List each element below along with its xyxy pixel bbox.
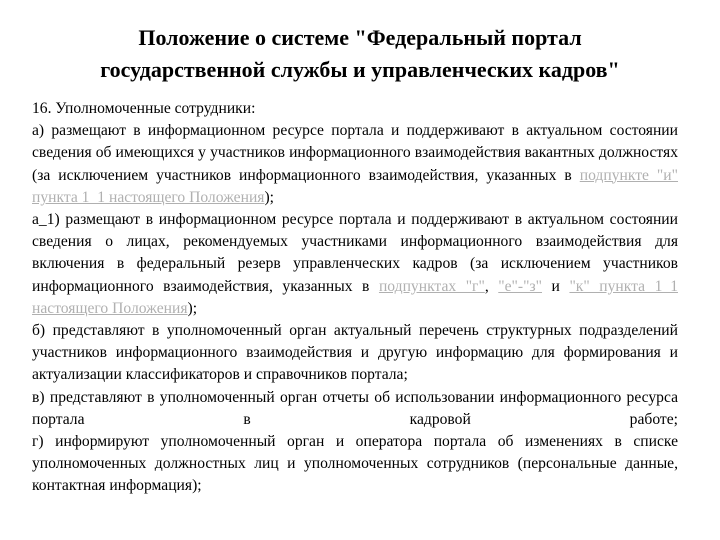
item-a1-end: );: [187, 299, 198, 317]
item-a1-sep-1: ,: [484, 277, 499, 295]
link-subpoint-k[interactable]: "к" пункта 1_1 настоящего Положения: [32, 277, 678, 317]
paragraph-item-g: г) информируют уполномоченный орган и оператора портала об изменениях в списке уполномоченных должностных лиц и уполномоченных сотрудников (персональные данные, контактная информация);: [32, 433, 678, 495]
paragraph-item-a: [32, 120, 678, 209]
item-a-end: );: [264, 188, 274, 206]
section-heading: 16. Уполномоченные сотрудники:: [32, 100, 256, 117]
title-line-2: государственной службы и управленческих кадров": [100, 57, 620, 82]
paragraph-item-v: в) представляют в уполномоченный орган отчеты об использовании информационного ресурса портала в кадровой работе;: [32, 388, 678, 428]
item-a1-sep-2: и: [542, 277, 570, 295]
slide-title: [40, 22, 680, 86]
item-a-text: а) размещают в информационном ресурсе портала и поддерживают в актуальном состоянии сведения об имеющихся у участников информационного взаимодействия вакантных должностях (за исключением участников информационного взаимодействия, указанных в: [32, 122, 678, 184]
title-line-1: Положение о системе "Федеральный портал: [138, 25, 582, 50]
paragraph-item-b: б) представляют в уполномоченный орган актуальный перечень структурных подразделений участников информационного взаимодействия и другую информацию для формирования и актуализации классификаторов и справочников портала;: [32, 322, 678, 384]
paragraph-item-a1: [32, 209, 678, 320]
document-body: [32, 98, 678, 498]
link-subpoint-g[interactable]: подпунктах "г": [378, 277, 485, 295]
item-a1-text: а_1) размещают в информационном ресурсе портала и поддерживают в актуальном состоянии сведения о лицах, рекомендуемых участниками информационного взаимодействия для включения в федеральный резерв управленческих кадров (за исключением участников информационного взаимодействия, указанных в: [32, 211, 678, 295]
link-subpoint-e-z[interactable]: "е"-"з": [498, 277, 543, 295]
link-subpoint-i[interactable]: подпункте "и" пункта 1_1 настоящего Положения: [32, 166, 679, 206]
